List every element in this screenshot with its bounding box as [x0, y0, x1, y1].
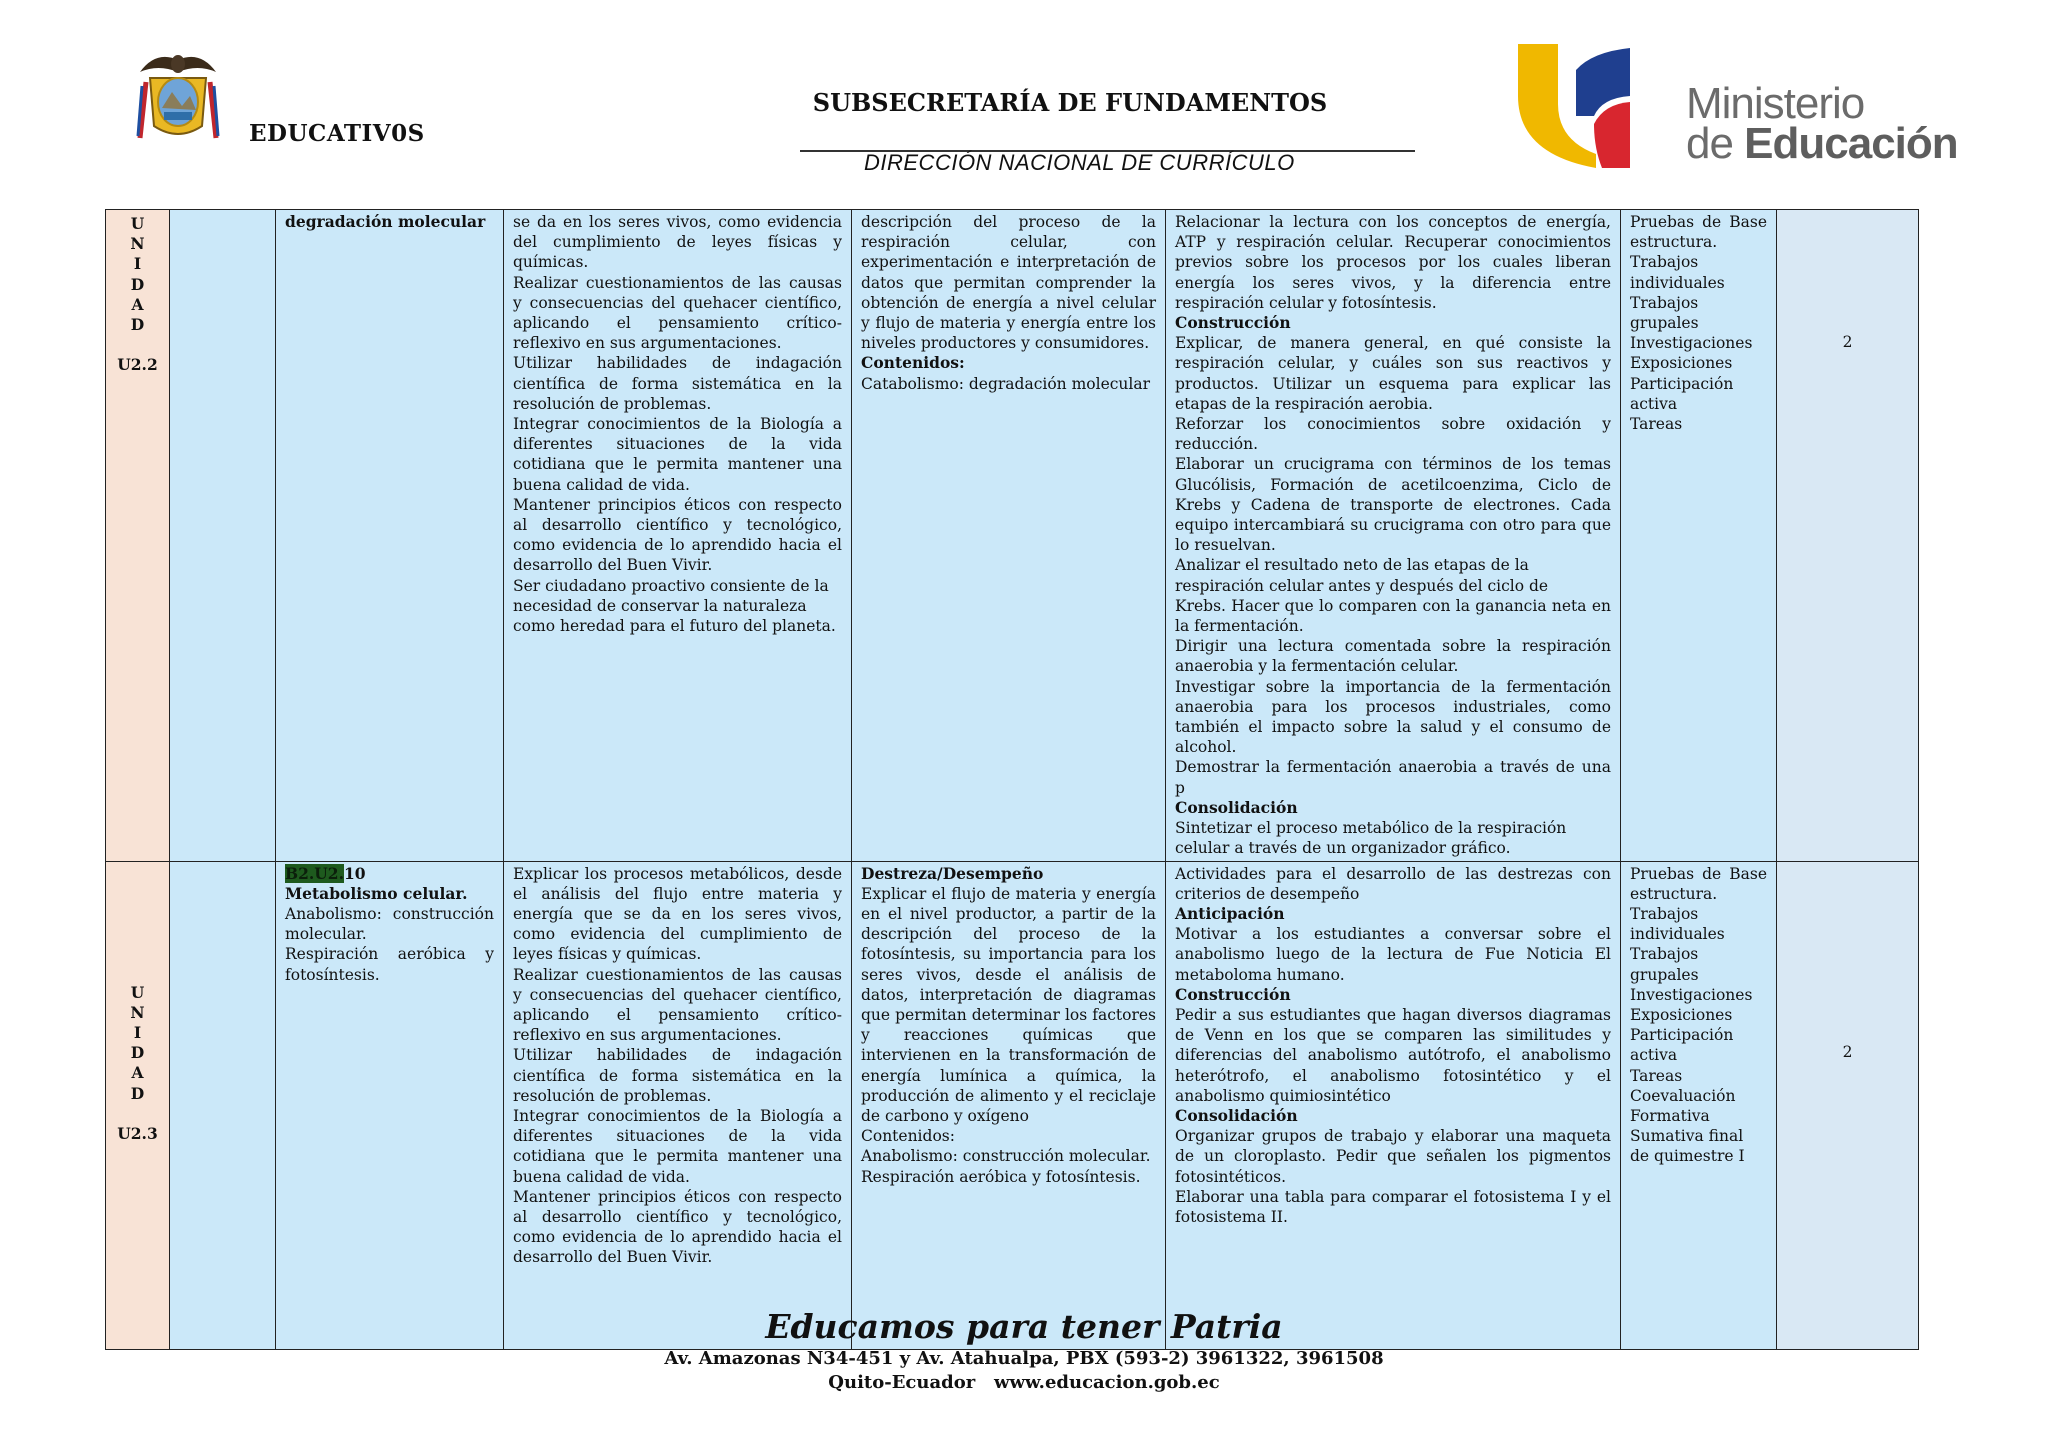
- unit-letters: U N I D A D: [130, 214, 145, 335]
- evaluation-item: Trabajos grupales: [1630, 945, 1699, 984]
- activity-item: Motivar a los estudiantes a conversar sobre el anabolismo luego de la lectura de Fue Noticia El metaboloma humano.: [1175, 925, 1611, 984]
- activity-item: Explicar, de manera general, en qué consiste la respiración celular, y cuáles son sus reactivos y productos. Utilizar un esquema para explicar las etapas de la respiración aerobia.: [1175, 334, 1611, 413]
- topic-title: Metabolismo celular.: [285, 883, 468, 903]
- table-row: [106, 861, 1919, 1349]
- objectives-cell: [504, 861, 852, 1349]
- evaluation-cell: [1621, 861, 1777, 1349]
- objective-item: Utilizar habilidades de indagación científica de forma sistemática en la resolución de problemas.: [513, 1046, 842, 1105]
- evaluation-item: Exposiciones: [1630, 354, 1733, 373]
- skills-heading: Destreza/Desempeño: [861, 863, 1044, 883]
- activity-item: Investigar sobre la importancia de la fermentación anaerobia para los procesos industriales, como también el impacto sobre la salud y el consumo de alcohol.: [1175, 677, 1611, 757]
- objective-item: Utilizar habilidades de indagación científica de forma sistemática en la resolución de problemas.: [513, 354, 842, 413]
- unit-cell: [106, 210, 170, 862]
- topic-cell: [276, 861, 504, 1349]
- evaluation-item: Investigaciones: [1630, 985, 1753, 1004]
- contenidos-text: Anabolismo: construcción molecular.: [861, 1147, 1151, 1166]
- empty-cell: [170, 861, 276, 1349]
- evaluation-item: Trabajos individuales: [1630, 904, 1725, 944]
- activity-item: Reforzar los conocimientos sobre oxidación y reducción.: [1175, 415, 1611, 454]
- activity-heading: Consolidación: [1175, 797, 1298, 817]
- footer-city-web: Quito-Ecuador www.educacion.gob.ec: [828, 1372, 1220, 1393]
- topic-title: degradación molecular: [285, 212, 486, 231]
- activity-item: Krebs. Hacer que lo comparen con la ganancia neta en la fermentación.: [1175, 596, 1611, 636]
- objective-item: se da en los seres vivos, como evidencia del cumplimiento de leyes físicas y químicas.: [513, 213, 842, 272]
- contenidos-label: Contenidos:: [861, 1127, 955, 1146]
- activity-item: Pedir a sus estudiantes que hagan diversos diagramas de Venn en los que se comparen las similitudes y diferencias del anabolismo autótrofo, el anabolismo heterótrofo, el anabolismo fotosintético y el anabolismo quimiosintético: [1175, 1005, 1611, 1105]
- hours-value: 2: [1842, 333, 1853, 351]
- evaluation-item: Pruebas de Base estructura.: [1630, 213, 1767, 252]
- ministerio-line2: [1686, 119, 1958, 168]
- direccion-subtitle: DIRECCIÓN NACIONAL DE CURRÍCULO: [864, 150, 1295, 175]
- activity-item: Analizar el resultado neto de las etapas de la respiración celular antes y después del ciclo de: [1175, 556, 1549, 595]
- empty-cell: [170, 210, 276, 862]
- objective-item: Explicar los procesos metabólicos, desde el análisis del flujo entre materia y energía que se da en los seres vivos, como evidencia del cumplimiento de leyes físicas y químicas.: [513, 864, 842, 964]
- skills-cell: [852, 210, 1166, 862]
- unit-cell: [106, 861, 170, 1349]
- ministerio-line1: Ministerio: [1686, 79, 1865, 128]
- objective-item: Integrar conocimientos de la Biología a diferentes situaciones de la vida cotidiana que le permita mantener una buena calidad de vida.: [513, 1106, 842, 1186]
- objective-item: Realizar cuestionamientos de las causas y consecuencias del quehacer científico, aplicando el pensamiento crítico-reflexivo en sus argumentaciones.: [513, 965, 842, 1045]
- evaluation-item: Tareas: [1630, 1066, 1683, 1085]
- topic-line: Respiración aeróbica y fotosíntesis.: [285, 945, 494, 984]
- coat-of-arms-icon: [136, 42, 220, 146]
- subsecretaria-title: SUBSECRETARÍA DE FUNDAMENTOS: [812, 88, 1328, 117]
- activity-item: Sintetizar el proceso metabólico de la respiración celular a través de un organizador gráfico.: [1175, 819, 1567, 858]
- evaluation-item: Formativa: [1630, 1106, 1710, 1125]
- objective-item: Mantener principios éticos con respecto al desarrollo científico y tecnológico, como evidencia de lo aprendido hacia el desarrollo del Buen Vivir.: [513, 495, 842, 575]
- evaluation-item: Sumativa final de quimestre I: [1630, 1127, 1745, 1166]
- activity-item: Dirigir una lectura comentada sobre la respiración anaerobia y la fermentación celular.: [1175, 637, 1611, 676]
- activities-cell: [1166, 861, 1621, 1349]
- topic-code-highlight: B2.U2.: [285, 863, 344, 883]
- objectives-cell: [504, 210, 852, 862]
- evaluation-item: Trabajos grupales: [1630, 293, 1699, 333]
- activity-item: Relacionar la lectura con los conceptos de energía, ATP y respiración celular. Recuperar conocimientos previos sobre los procesos por los cuales liberan energía los seres vivos, y la diferencia entre respiración celular y fotosíntesis.: [1175, 213, 1611, 312]
- objective-item: Integrar conocimientos de la Biología a diferentes situaciones de la vida cotidiana que le permita mantener una buena calidad de vida.: [513, 415, 842, 494]
- activity-heading: Construcción: [1175, 984, 1291, 1004]
- ministerio-line2-pre: de: [1686, 119, 1745, 168]
- topic-line: Anabolismo: construcción molecular.: [285, 904, 494, 944]
- activity-item: Elaborar una tabla para comparar el fotosistema I y el fotosistema II.: [1175, 1187, 1611, 1226]
- ministerio-wordmark: [1686, 79, 1958, 168]
- skills-text: Explicar el flujo de materia y energía en el nivel productor, a partir de la descripción del proceso de la fotosíntesis, su importancia para los seres vivos, desde el análisis de datos, interpretación de diagramas que permitan determinar los factores y reacciones químicas que intervienen en la transformación de energía lumínica a química, la producción de alimento y el reciclaje de carbono y oxígeno: [861, 884, 1156, 1125]
- evaluation-item: Pruebas de Base estructura.: [1630, 864, 1767, 903]
- contenidos-text: Catabolismo: degradación molecular: [861, 374, 1151, 393]
- activity-item: Elaborar un crucigrama con términos de los temas Glucólisis, Formación de acetilcoenzima, Ciclo de Krebs y Cadena de transporte de electrones. Cada equipo intercambiará su crucigrama con otro para que lo resuelvan.: [1175, 455, 1611, 555]
- topic-cell: [276, 210, 504, 862]
- objective-item: Mantener principios éticos con respecto al desarrollo científico y tecnológico, como evidencia de lo aprendido hacia el desarrollo del Buen Vivir.: [513, 1187, 842, 1267]
- page-header: [0, 0, 2048, 200]
- unit-code: U2.2: [117, 355, 158, 375]
- evaluation-item: Tareas: [1630, 415, 1683, 434]
- activity-heading: Construcción: [1175, 313, 1291, 333]
- evaluation-item: Exposiciones: [1630, 1005, 1733, 1024]
- hours-cell: [1777, 210, 1919, 862]
- skills-cell: [852, 861, 1166, 1349]
- activity-heading: Anticipación: [1175, 903, 1285, 923]
- page-footer: [0, 1307, 2048, 1395]
- evaluation-item: Trabajos individuales: [1630, 253, 1725, 292]
- educativos-label: EDUCATIV0S: [249, 120, 425, 147]
- objective-item: Realizar cuestionamientos de las causas y consecuencias del quehacer científico, aplicando el pensamiento crítico-reflexivo en sus argumentaciones.: [513, 273, 842, 353]
- unit-letters: U N I D A D: [130, 982, 145, 1103]
- curriculum-plan-table: [105, 209, 1919, 1350]
- hours-value: 2: [1842, 1042, 1853, 1061]
- evaluation-item: Coevaluación: [1630, 1086, 1736, 1105]
- topic-code-rest: 10: [343, 863, 366, 883]
- evaluation-item: Participación activa: [1630, 1026, 1734, 1065]
- ministerio-logo-icon: [1518, 44, 1630, 168]
- evaluation-cell: [1621, 210, 1777, 862]
- contenidos-text: Respiración aeróbica y fotosíntesis.: [861, 1167, 1141, 1186]
- table-row: [106, 210, 1919, 862]
- footer-address: Av. Amazonas N34-451 y Av. Atahualpa, PBX (593-2) 3961322, 3961508: [664, 1348, 1384, 1369]
- contenidos-label: Contenidos:: [861, 353, 965, 373]
- objective-item: Ser ciudadano proactivo consiente de la necesidad de conservar la naturaleza como heredad para el futuro del planeta.: [513, 576, 836, 636]
- evaluation-item: Participación activa: [1630, 374, 1734, 413]
- activities-cell: [1166, 210, 1621, 862]
- activity-item: Organizar grupos de trabajo y elaborar una maqueta de un cloroplasto. Pedir que señalen los pigmentos fotosintéticos.: [1175, 1127, 1611, 1186]
- activity-item: Actividades para el desarrollo de las destrezas con criterios de desempeño: [1175, 864, 1611, 903]
- skills-text: descripción del proceso de la respiración celular, con experimentación e interpretación de datos que permitan comprender la obtención de energía a nivel celular y flujo de materia y energía entre los niveles productores y consumidores.: [861, 213, 1156, 353]
- hours-cell: [1777, 861, 1919, 1349]
- activity-item: Demostrar la fermentación anaerobia a través de una p: [1175, 758, 1611, 797]
- footer-slogan: Educamos para tener Patria: [765, 1307, 1283, 1346]
- evaluation-item: Investigaciones: [1630, 334, 1753, 353]
- ministerio-line2-bold: Educación: [1744, 119, 1958, 168]
- activity-heading: Consolidación: [1175, 1105, 1298, 1125]
- unit-code: U2.3: [117, 1123, 158, 1143]
